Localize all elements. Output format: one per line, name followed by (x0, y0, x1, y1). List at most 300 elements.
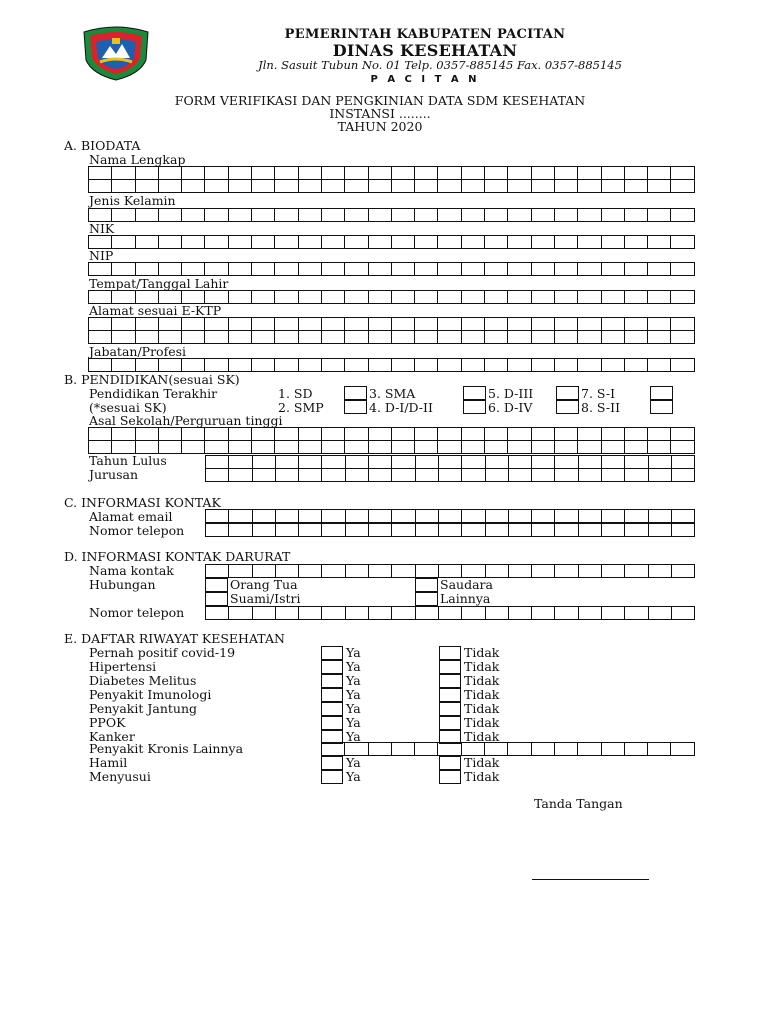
grid-cell[interactable] (648, 743, 671, 756)
grid-cell[interactable] (159, 263, 182, 276)
grid-cell[interactable] (253, 510, 276, 523)
checkbox-tidak[interactable] (439, 716, 461, 730)
grid-cell[interactable] (276, 607, 299, 620)
checkbox-ya[interactable] (321, 660, 343, 674)
grid-cell[interactable] (369, 291, 392, 304)
grid-cell[interactable] (649, 565, 672, 578)
grid-cell[interactable] (602, 318, 625, 331)
grid-cell[interactable] (415, 291, 438, 304)
grid-cell[interactable] (532, 510, 555, 523)
grid-cell[interactable] (205, 318, 228, 331)
grid-cell[interactable] (369, 510, 392, 523)
grid-cell[interactable] (416, 524, 439, 537)
grid-cell[interactable] (159, 331, 182, 344)
grid-cell[interactable] (625, 428, 648, 441)
grid-cell[interactable] (345, 359, 368, 372)
grid-cell[interactable] (229, 607, 252, 620)
grid-cell[interactable] (602, 167, 625, 180)
grid-cell[interactable] (392, 743, 415, 756)
grid-cell[interactable] (672, 510, 695, 523)
grid-cell[interactable] (299, 428, 322, 441)
grid-cell[interactable] (112, 428, 135, 441)
grid-cell[interactable] (229, 524, 252, 537)
grid-cell[interactable] (345, 291, 368, 304)
grid-cell[interactable] (275, 209, 298, 222)
grid-cell[interactable] (578, 743, 601, 756)
grid-cell[interactable] (578, 331, 601, 344)
grid-cell[interactable] (392, 524, 415, 537)
grid-cell[interactable] (415, 167, 438, 180)
grid-cell[interactable] (229, 318, 252, 331)
grid-ttl[interactable] (88, 290, 695, 304)
grid-cell[interactable] (532, 469, 555, 482)
grid-cell[interactable] (229, 180, 252, 193)
grid-cell[interactable] (159, 209, 182, 222)
grid-cell[interactable] (578, 209, 601, 222)
grid-cell[interactable] (392, 318, 415, 331)
grid-cell[interactable] (671, 209, 694, 222)
grid-cell[interactable] (345, 263, 368, 276)
checkbox-sd[interactable] (344, 386, 367, 400)
grid-cell[interactable] (648, 291, 671, 304)
grid-cell[interactable] (345, 318, 368, 331)
grid-email[interactable] (205, 509, 695, 523)
grid-cell[interactable] (182, 441, 205, 454)
grid-cell[interactable] (275, 263, 298, 276)
grid-cell[interactable] (205, 263, 228, 276)
grid-cell[interactable] (415, 236, 438, 249)
grid-cell[interactable] (205, 236, 228, 249)
grid-cell[interactable] (112, 209, 135, 222)
grid-cell[interactable] (275, 331, 298, 344)
grid-cell[interactable] (369, 565, 392, 578)
grid-cell[interactable] (602, 565, 625, 578)
grid-cell[interactable] (462, 167, 485, 180)
grid-cell[interactable] (508, 441, 531, 454)
grid-cell[interactable] (671, 291, 694, 304)
grid-cell[interactable] (229, 359, 252, 372)
checkbox-sma[interactable] (463, 386, 486, 400)
grid-cell[interactable] (649, 524, 672, 537)
grid-cell[interactable] (299, 180, 322, 193)
grid-cell[interactable] (508, 428, 531, 441)
grid-cell[interactable] (299, 607, 322, 620)
grid-cell[interactable] (462, 510, 485, 523)
grid-cell[interactable] (346, 607, 369, 620)
grid-cell[interactable] (671, 318, 694, 331)
grid-cell[interactable] (462, 236, 485, 249)
grid-cell[interactable] (672, 469, 695, 482)
grid-cell[interactable] (462, 359, 485, 372)
grid-cell[interactable] (625, 359, 648, 372)
grid-cell[interactable] (322, 236, 345, 249)
grid-cell[interactable] (275, 180, 298, 193)
grid-cell[interactable] (322, 318, 345, 331)
grid-cell[interactable] (136, 318, 159, 331)
grid-cell[interactable] (578, 318, 601, 331)
grid-cell[interactable] (345, 331, 368, 344)
grid-nip[interactable] (88, 262, 695, 276)
grid-cell[interactable] (579, 607, 602, 620)
grid-cell[interactable] (649, 510, 672, 523)
grid-cell[interactable] (648, 359, 671, 372)
grid-cell[interactable] (89, 167, 112, 180)
grid-cell[interactable] (252, 209, 275, 222)
grid-asal-sekolah[interactable] (88, 427, 695, 454)
grid-cell[interactable] (625, 180, 648, 193)
grid-cell[interactable] (648, 209, 671, 222)
grid-cell[interactable] (555, 743, 578, 756)
grid-cell[interactable] (275, 236, 298, 249)
grid-cell[interactable] (508, 263, 531, 276)
grid-cell[interactable] (439, 607, 462, 620)
grid-cell[interactable] (648, 180, 671, 193)
grid-cell[interactable] (299, 359, 322, 372)
grid-cell[interactable] (648, 318, 671, 331)
grid-cell[interactable] (625, 510, 648, 523)
grid-cell[interactable] (229, 510, 252, 523)
grid-cell[interactable] (602, 180, 625, 193)
grid-cell[interactable] (346, 510, 369, 523)
grid-cell[interactable] (462, 524, 485, 537)
grid-cell[interactable] (485, 263, 508, 276)
grid-cell[interactable] (392, 510, 415, 523)
grid-cell[interactable] (345, 428, 368, 441)
grid-cell[interactable] (369, 607, 392, 620)
grid-cell[interactable] (346, 565, 369, 578)
grid-cell[interactable] (322, 180, 345, 193)
grid-cell[interactable] (578, 428, 601, 441)
grid-cell[interactable] (415, 263, 438, 276)
grid-cell[interactable] (229, 291, 252, 304)
grid-cell[interactable] (205, 209, 228, 222)
grid-cell[interactable] (299, 318, 322, 331)
grid-cell[interactable] (275, 318, 298, 331)
grid-cell[interactable] (275, 167, 298, 180)
grid-cell[interactable] (578, 359, 601, 372)
grid-cell[interactable] (369, 428, 392, 441)
grid-nik[interactable] (88, 235, 695, 249)
grid-cell[interactable] (299, 209, 322, 222)
grid-cell[interactable] (462, 331, 485, 344)
grid-cell[interactable] (229, 331, 252, 344)
grid-cell[interactable] (322, 441, 345, 454)
grid-cell[interactable] (438, 236, 461, 249)
grid-cell[interactable] (438, 180, 461, 193)
checkbox-ya[interactable] (321, 674, 343, 688)
grid-cell[interactable] (112, 236, 135, 249)
grid-cell[interactable] (252, 318, 275, 331)
checkbox-ya[interactable] (321, 770, 343, 784)
checkbox-tidak[interactable] (439, 646, 461, 660)
grid-alamat[interactable] (88, 317, 695, 344)
grid-cell[interactable] (532, 318, 555, 331)
grid-cell[interactable] (555, 441, 578, 454)
checkbox-lainnya[interactable] (415, 592, 438, 606)
grid-cell[interactable] (602, 607, 625, 620)
grid-cell[interactable] (299, 441, 322, 454)
grid-cell[interactable] (509, 565, 532, 578)
grid-jenis-kelamin[interactable] (88, 208, 695, 222)
grid-cell[interactable] (369, 743, 392, 756)
grid-cell[interactable] (392, 291, 415, 304)
grid-cell[interactable] (392, 428, 415, 441)
grid-cell[interactable] (579, 510, 602, 523)
grid-cell[interactable] (555, 209, 578, 222)
grid-cell[interactable] (648, 428, 671, 441)
grid-cell[interactable] (602, 510, 625, 523)
grid-cell[interactable] (625, 236, 648, 249)
grid-cell[interactable] (602, 263, 625, 276)
grid-cell[interactable] (532, 236, 555, 249)
grid-cell[interactable] (299, 510, 322, 523)
grid-cell[interactable] (322, 524, 345, 537)
grid-cell[interactable] (89, 428, 112, 441)
grid-cell[interactable] (438, 428, 461, 441)
grid-cell[interactable] (369, 167, 392, 180)
grid-cell[interactable] (602, 291, 625, 304)
checkbox-s2[interactable] (650, 400, 673, 414)
grid-cell[interactable] (671, 359, 694, 372)
checkbox-d1d2[interactable] (463, 400, 486, 414)
checkbox-suami-istri[interactable] (205, 592, 228, 606)
grid-cell[interactable] (276, 524, 299, 537)
grid-cell[interactable] (508, 167, 531, 180)
grid-cell[interactable] (415, 359, 438, 372)
grid-cell[interactable] (509, 524, 532, 537)
grid-cell[interactable] (112, 167, 135, 180)
grid-cell[interactable] (182, 167, 205, 180)
grid-cell[interactable] (532, 359, 555, 372)
grid-cell[interactable] (369, 359, 392, 372)
grid-cell[interactable] (671, 428, 694, 441)
grid-cell[interactable] (206, 565, 229, 578)
grid-cell[interactable] (555, 318, 578, 331)
grid-cell[interactable] (649, 469, 672, 482)
grid-cell[interactable] (205, 428, 228, 441)
grid-cell[interactable] (555, 428, 578, 441)
grid-cell[interactable] (508, 331, 531, 344)
grid-cell[interactable] (392, 607, 415, 620)
grid-cell[interactable] (485, 318, 508, 331)
grid-cell[interactable] (252, 441, 275, 454)
grid-telepon-darurat[interactable] (205, 606, 695, 620)
grid-cell[interactable] (322, 167, 345, 180)
grid-cell[interactable] (485, 167, 508, 180)
grid-cell[interactable] (252, 359, 275, 372)
grid-cell[interactable] (182, 318, 205, 331)
grid-nama-kontak[interactable] (205, 564, 695, 578)
grid-cell[interactable] (438, 209, 461, 222)
grid-cell[interactable] (672, 565, 695, 578)
grid-cell[interactable] (136, 236, 159, 249)
grid-cell[interactable] (485, 291, 508, 304)
grid-cell[interactable] (322, 263, 345, 276)
grid-cell[interactable] (555, 263, 578, 276)
grid-cell[interactable] (648, 441, 671, 454)
grid-cell[interactable] (112, 331, 135, 344)
grid-cell[interactable] (416, 469, 439, 482)
grid-cell[interactable] (299, 167, 322, 180)
grid-cell[interactable] (369, 209, 392, 222)
grid-cell[interactable] (159, 180, 182, 193)
grid-cell[interactable] (229, 469, 252, 482)
grid-cell[interactable] (671, 441, 694, 454)
grid-cell[interactable] (508, 180, 531, 193)
grid-cell[interactable] (625, 607, 648, 620)
grid-cell[interactable] (671, 263, 694, 276)
grid-cell[interactable] (205, 331, 228, 344)
grid-cell[interactable] (578, 291, 601, 304)
grid-cell[interactable] (299, 236, 322, 249)
grid-cell[interactable] (252, 263, 275, 276)
grid-cell[interactable] (625, 167, 648, 180)
grid-cell[interactable] (532, 180, 555, 193)
grid-cell[interactable] (555, 469, 578, 482)
grid-cell[interactable] (602, 524, 625, 537)
checkbox-d4[interactable] (556, 400, 579, 414)
grid-cell[interactable] (415, 743, 438, 756)
grid-cell[interactable] (322, 607, 345, 620)
grid-cell[interactable] (625, 209, 648, 222)
grid-cell[interactable] (532, 291, 555, 304)
grid-cell[interactable] (252, 180, 275, 193)
grid-cell[interactable] (625, 565, 648, 578)
grid-cell[interactable] (322, 565, 345, 578)
grid-cell[interactable] (299, 331, 322, 344)
grid-jabatan[interactable] (88, 358, 695, 372)
grid-cell[interactable] (415, 331, 438, 344)
grid-cell[interactable] (555, 167, 578, 180)
grid-cell[interactable] (485, 359, 508, 372)
grid-cell[interactable] (625, 743, 648, 756)
grid-cell[interactable] (462, 318, 485, 331)
grid-cell[interactable] (508, 236, 531, 249)
grid-cell[interactable] (648, 331, 671, 344)
grid-cell[interactable] (229, 441, 252, 454)
grid-cell[interactable] (253, 607, 276, 620)
grid-cell[interactable] (532, 524, 555, 537)
grid-cell[interactable] (322, 743, 345, 756)
grid-cell[interactable] (322, 428, 345, 441)
grid-cell[interactable] (206, 469, 229, 482)
grid-cell[interactable] (275, 428, 298, 441)
grid-cell[interactable] (648, 167, 671, 180)
grid-cell[interactable] (579, 524, 602, 537)
grid-cell[interactable] (276, 469, 299, 482)
grid-cell[interactable] (89, 263, 112, 276)
grid-cell[interactable] (625, 263, 648, 276)
grid-cell[interactable] (485, 236, 508, 249)
grid-kronis[interactable] (321, 742, 695, 756)
grid-cell[interactable] (672, 524, 695, 537)
grid-cell[interactable] (438, 318, 461, 331)
grid-cell[interactable] (299, 263, 322, 276)
grid-cell[interactable] (555, 236, 578, 249)
grid-cell[interactable] (625, 469, 648, 482)
grid-cell[interactable] (649, 607, 672, 620)
grid-cell[interactable] (159, 359, 182, 372)
checkbox-ya[interactable] (321, 646, 343, 660)
grid-cell[interactable] (205, 359, 228, 372)
checkbox-ya[interactable] (321, 716, 343, 730)
grid-cell[interactable] (229, 263, 252, 276)
grid-cell[interactable] (182, 331, 205, 344)
grid-cell[interactable] (322, 291, 345, 304)
grid-cell[interactable] (322, 331, 345, 344)
grid-cell[interactable] (392, 441, 415, 454)
grid-cell[interactable] (136, 331, 159, 344)
grid-jurusan[interactable] (205, 468, 695, 482)
grid-cell[interactable] (671, 167, 694, 180)
grid-cell[interactable] (462, 428, 485, 441)
grid-cell[interactable] (415, 209, 438, 222)
grid-cell[interactable] (345, 236, 368, 249)
grid-cell[interactable] (625, 331, 648, 344)
grid-cell[interactable] (252, 291, 275, 304)
grid-cell[interactable] (136, 428, 159, 441)
grid-cell[interactable] (206, 524, 229, 537)
grid-cell[interactable] (392, 359, 415, 372)
grid-cell[interactable] (439, 469, 462, 482)
grid-cell[interactable] (672, 607, 695, 620)
grid-cell[interactable] (555, 607, 578, 620)
grid-cell[interactable] (555, 291, 578, 304)
grid-cell[interactable] (415, 441, 438, 454)
grid-cell[interactable] (509, 607, 532, 620)
grid-cell[interactable] (275, 359, 298, 372)
grid-cell[interactable] (508, 359, 531, 372)
grid-cell[interactable] (369, 180, 392, 193)
grid-cell[interactable] (89, 318, 112, 331)
grid-cell[interactable] (229, 428, 252, 441)
grid-cell[interactable] (253, 469, 276, 482)
grid-cell[interactable] (416, 607, 439, 620)
grid-cell[interactable] (555, 565, 578, 578)
grid-cell[interactable] (462, 263, 485, 276)
grid-cell[interactable] (206, 607, 229, 620)
grid-cell[interactable] (112, 318, 135, 331)
grid-cell[interactable] (89, 331, 112, 344)
grid-cell[interactable] (299, 565, 322, 578)
grid-cell[interactable] (462, 607, 485, 620)
grid-cell[interactable] (182, 263, 205, 276)
checkbox-ya[interactable] (321, 756, 343, 770)
grid-cell[interactable] (346, 469, 369, 482)
grid-cell[interactable] (345, 209, 368, 222)
checkbox-saudara[interactable] (415, 578, 438, 592)
grid-cell[interactable] (392, 263, 415, 276)
grid-cell[interactable] (206, 510, 229, 523)
grid-cell[interactable] (369, 441, 392, 454)
checkbox-ya[interactable] (321, 702, 343, 716)
grid-cell[interactable] (579, 469, 602, 482)
grid-cell[interactable] (112, 263, 135, 276)
checkbox-tidak[interactable] (439, 688, 461, 702)
grid-cell[interactable] (439, 510, 462, 523)
grid-cell[interactable] (648, 236, 671, 249)
grid-cell[interactable] (415, 428, 438, 441)
grid-cell[interactable] (392, 565, 415, 578)
grid-cell[interactable] (578, 263, 601, 276)
grid-cell[interactable] (416, 510, 439, 523)
grid-cell[interactable] (438, 743, 461, 756)
grid-cell[interactable] (462, 291, 485, 304)
checkbox-s1[interactable] (650, 386, 673, 400)
grid-cell[interactable] (322, 359, 345, 372)
grid-cell[interactable] (322, 469, 345, 482)
grid-cell[interactable] (89, 359, 112, 372)
